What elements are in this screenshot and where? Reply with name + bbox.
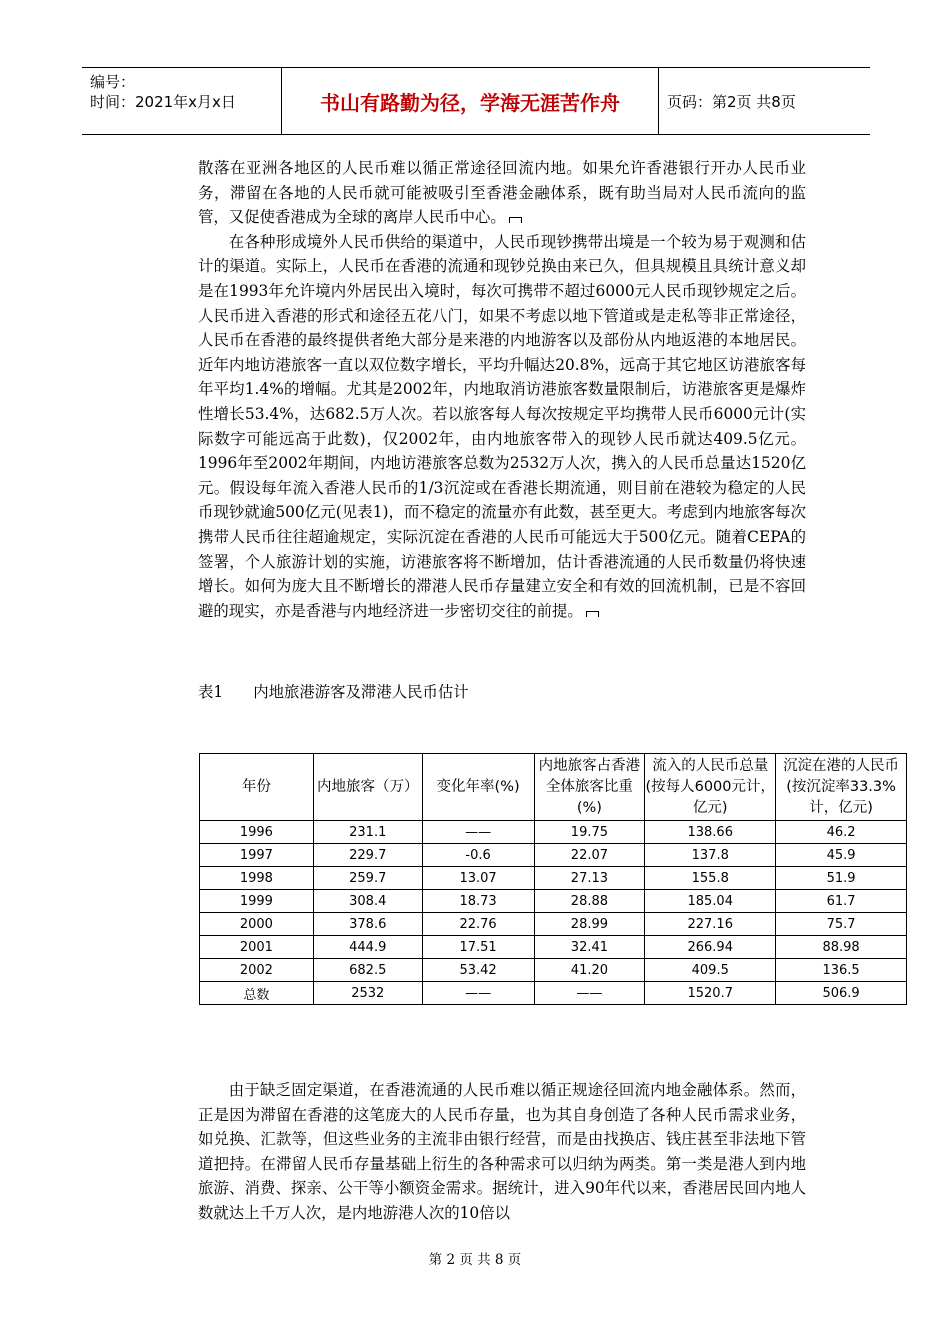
column-header-change-rate: 变化年率(%) [422, 754, 534, 821]
table-cell: 506.9 [776, 982, 907, 1005]
table-cell: 2002 [200, 959, 314, 982]
table-cell: 1520.7 [645, 982, 776, 1005]
paragraph-mark-icon [509, 217, 522, 223]
table-cell: 259.7 [313, 867, 422, 890]
table-cell: 227.16 [645, 913, 776, 936]
table-caption [198, 680, 469, 702]
table-cell: 51.9 [776, 867, 907, 890]
table-cell: 682.5 [313, 959, 422, 982]
column-header-deposit: 沉淀在港的人民币(按沉淀率33.3%计，亿元) [776, 754, 907, 821]
paragraph-2: 在各种形成境外人民币供给的渠道中，人民币现钞携带出境是一个较为易于观测和估计的渠道。实际上，人民币在香港的流通和现钞兑换由来已久，但具规模且具统计意义却是在1993年允许境内外居民出入境时，每次可携带不超过6000元人民币现钞规定之后。人民币进入香港的形式和途径五花八门，如果不考虑以地下管道或是走私等非正常途径，人民币在香港的最终提供者绝大部分是来港的内地游客以及部份从内地返港的本地居民。近年内地访港旅客一直以双位数字增长，平均升幅达20.8%，远高于其它地区访港旅客每年平均1.4%的增幅。尤其是2002年，内地取消访港旅客数量限制后，访港旅客更是爆炸性增长53.4%，达682.5万人次。若以旅客每人每次按规定平均携带人民币6000元计(实际数字可能远高于此数)，仅2002年，由内地旅客带入的现钞人民币就达409.5亿元。1996年至2002年期间，内地访港旅客总数为2532万人次，携入的人民币总量达1520亿元。假设每年流入香港人民币的1/3沉淀或在香港长期流通，则目前在港较为稳定的人民币现钞就逾500亿元(见表1)，而不稳定的流量亦有此数，甚至更大。考虑到内地旅客每次携带人民币往往超逾规定，实际沉淀在香港的人民币可能远大于500亿元。随着CEPA的签署，个人旅游计划的实施，访港旅客将不断增加，估计香港流通的人民币数量仍将快速增长。如何为庞大且不断增长的滞港人民币存量建立安全和有效的回流机制，已是不容回避的现实，亦是香港与内地经济进一步密切交往的前提。 [198, 232, 806, 620]
table-cell: 32.41 [534, 936, 645, 959]
tourist-rmb-table [199, 753, 907, 1005]
table-cell: 136.5 [776, 959, 907, 982]
column-header-year: 年份 [200, 754, 314, 821]
paragraph-1: 散落在亚洲各地区的人民币难以循正常途径回流内地。如果允许香港银行开办人民币业务，滞留在各地的人民币就可能被吸引至香港金融体系，既有助当局对人民币流向的监管，又促使香港成为全球的离岸人民币中心。 [198, 159, 806, 227]
table-cell: 185.04 [645, 890, 776, 913]
document-date: 时间：2021年x月x日 [90, 93, 236, 111]
table-cell: 155.8 [645, 867, 776, 890]
table-cell: 137.8 [645, 844, 776, 867]
table-cell: 28.88 [534, 890, 645, 913]
page-header [82, 67, 870, 135]
table-cell: —— [422, 982, 534, 1005]
table-cell: 1998 [200, 867, 314, 890]
table-row [200, 936, 907, 959]
table-cell: 409.5 [645, 959, 776, 982]
table-cell: 88.98 [776, 936, 907, 959]
table-cell: 229.7 [313, 844, 422, 867]
table-row [200, 890, 907, 913]
table-number: 表1 [198, 683, 224, 701]
table-cell: —— [534, 982, 645, 1005]
page-footer: 第 2 页 共 8 页 [428, 1252, 522, 1268]
table-cell: 总数 [200, 982, 314, 1005]
paragraph-mark-icon [586, 611, 599, 617]
table-cell: -0.6 [422, 844, 534, 867]
table-cell: 41.20 [534, 959, 645, 982]
table-total-row [200, 982, 907, 1005]
table-cell: 231.1 [313, 821, 422, 844]
table-cell: 22.07 [534, 844, 645, 867]
body-section-bottom [198, 1078, 806, 1226]
table-cell: 444.9 [313, 936, 422, 959]
table-header-row [200, 754, 907, 821]
table-row [200, 821, 907, 844]
table-cell: 2001 [200, 936, 314, 959]
table-cell: 2532 [313, 982, 422, 1005]
header-page-number: 页码：第2页 共8页 [667, 92, 796, 111]
table-row [200, 913, 907, 936]
column-header-visitors: 内地旅客（万） [313, 754, 422, 821]
table-cell: 1996 [200, 821, 314, 844]
table-cell: —— [422, 821, 534, 844]
table-cell: 46.2 [776, 821, 907, 844]
table-cell: 19.75 [534, 821, 645, 844]
table-cell: 61.7 [776, 890, 907, 913]
table-row [200, 959, 907, 982]
table-cell: 378.6 [313, 913, 422, 936]
table-cell: 22.76 [422, 913, 534, 936]
table-cell: 18.73 [422, 890, 534, 913]
table-cell: 28.99 [534, 913, 645, 936]
table-cell: 308.4 [313, 890, 422, 913]
column-header-share: 内地旅客占香港全体旅客比重(%) [534, 754, 645, 821]
table-cell: 1997 [200, 844, 314, 867]
table-cell: 2000 [200, 913, 314, 936]
header-motto: 书山有路勤为径，学海无涯苦作舟 [282, 68, 659, 134]
document-number-label: 编号： [90, 73, 136, 91]
table-cell: 17.51 [422, 936, 534, 959]
column-header-inflow: 流入的人民币总量(按每人6000元计，亿元) [645, 754, 776, 821]
body-section-top [198, 156, 806, 623]
table-row [200, 844, 907, 867]
paragraph-3: 由于缺乏固定渠道，在香港流通的人民币难以循正规途径回流内地金融体系。然而，正是因为滞留在香港的这笔庞大的人民币存量，也为其自身创造了各种人民币需求业务，如兑换、汇款等，但这些业务的主流非由银行经营，而是由找换店、钱庄甚至非法地下管道把持。在滞留人民币存量基础上衍生的各种需求可以归纳为两类。第一类是港人到内地旅游、消费、探亲、公干等小额资金需求。据统计，进入90年代以来，香港居民回内地人数就达上千万人次，是内地游港人次的10倍以 [198, 1081, 806, 1222]
table-cell: 75.7 [776, 913, 907, 936]
table-cell: 53.42 [422, 959, 534, 982]
table-cell: 138.66 [645, 821, 776, 844]
table-row [200, 867, 907, 890]
table-cell: 45.9 [776, 844, 907, 867]
table-title: 内地旅港游客及滞港人民币估计 [253, 683, 469, 701]
table-cell: 266.94 [645, 936, 776, 959]
header-meta [82, 68, 282, 134]
table-cell: 27.13 [534, 867, 645, 890]
table-cell: 1999 [200, 890, 314, 913]
table-cell: 13.07 [422, 867, 534, 890]
